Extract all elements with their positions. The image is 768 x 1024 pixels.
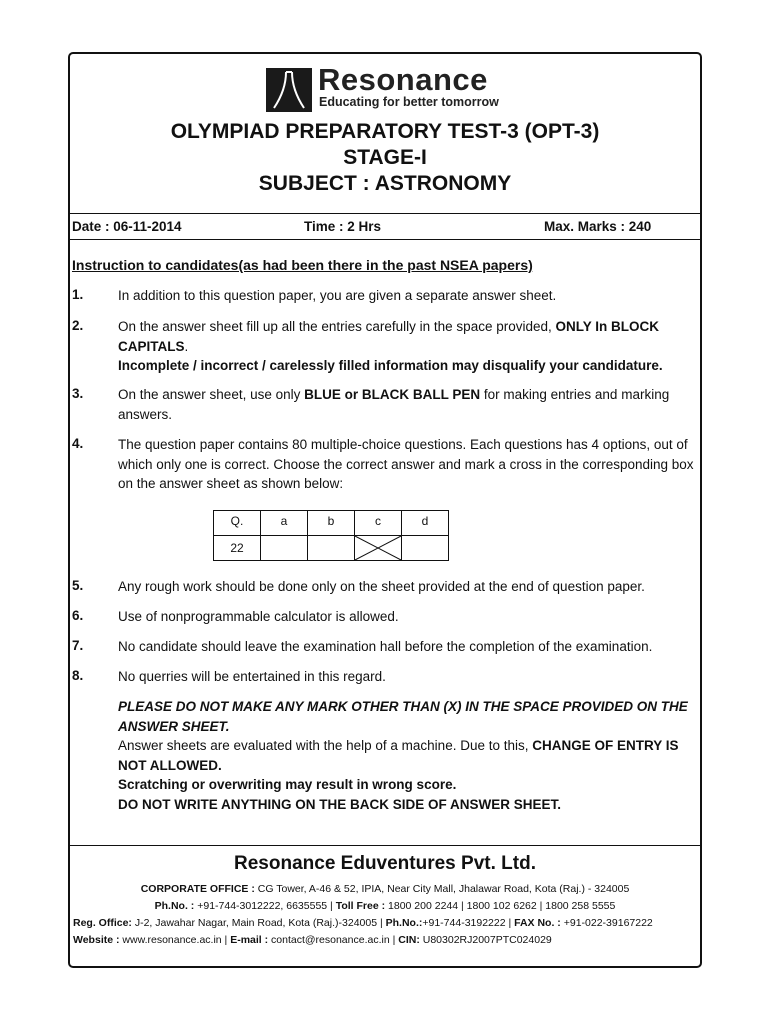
instructions-heading: Instruction to candidates(as had been there in the past NSEA papers) <box>72 257 533 273</box>
divider-footer <box>70 845 700 846</box>
resonance-logo <box>266 62 522 112</box>
table-question-number: 22 <box>214 536 261 561</box>
table-header-q: Q. <box>214 511 261 536</box>
phone-numbers: Ph.No. : +91-744-3012222, 6635555 | Toll Free : 1800 200 2244 | 1800 102 6262 | 1800 258 5555 <box>154 900 616 912</box>
instruction-number: 6. <box>72 608 84 623</box>
logo-tagline: Educating for better tomorrow <box>319 95 499 109</box>
table-cell-a <box>261 536 308 561</box>
instruction-1: In addition to this question paper, you are given a separate answer sheet. <box>118 288 557 303</box>
instruction-number: 1. <box>72 287 84 302</box>
cross-mark-icon <box>355 536 401 560</box>
email-link[interactable]: contact@resonance.ac.in | <box>271 934 399 946</box>
instruction-5: Any rough work should be done only on the sheet provided at the end of question paper. <box>118 579 645 594</box>
instruction-2: On the answer sheet fill up all the entries carefully in the space provided, ONLY In BLOCK CAPITALS. Incomplete / incorrect / carelessly filled information may disqualify your candidature. <box>118 319 663 373</box>
table-header-c: c <box>355 511 402 536</box>
exam-date: Date : 06-11-2014 <box>72 219 182 234</box>
corporate-office: CORPORATE OFFICE : CG Tower, A-46 & 52, IPIA, Near City Mall, Jhalawar Road, Kota (Raj.) - 324005 <box>140 883 630 895</box>
sample-answer-table <box>213 510 449 561</box>
contact-details: Website : www.resonance.ac.in | E-mail : contact@resonance.ac.in | CIN: U80302RJ2007PTC024029 <box>73 934 552 946</box>
divider-meta <box>70 239 700 240</box>
table-header-d: d <box>402 511 449 536</box>
company-name: Resonance Eduventures Pvt. Ltd. <box>234 853 536 874</box>
test-stage: STAGE-I <box>343 146 427 169</box>
instruction-6: Use of nonprogrammable calculator is allowed. <box>118 609 399 624</box>
resonance-logo-icon <box>266 68 312 112</box>
table-cell-b <box>308 536 355 561</box>
instruction-number: 5. <box>72 578 84 593</box>
instruction-number: 2. <box>72 318 84 333</box>
website-link[interactable]: www.resonance.ac.in | <box>122 934 231 946</box>
instruction-number: 8. <box>72 668 84 683</box>
instruction-8: No querries will be entertained in this regard. <box>118 669 386 684</box>
table-header-a: a <box>261 511 308 536</box>
instruction-3: On the answer sheet, use only BLUE or BLACK BALL PEN for making entries and marking answers. <box>118 387 670 422</box>
test-subject: SUBJECT : ASTRONOMY <box>258 172 512 195</box>
instruction-number: 3. <box>72 386 84 401</box>
divider-top <box>70 213 700 214</box>
exam-time: Time : 2 Hrs <box>304 219 382 234</box>
answer-sheet-notice: PLEASE DO NOT MAKE ANY MARK OTHER THAN (X) IN THE SPACE PROVIDED ON THE ANSWER SHEET. Answer sheets are evaluated with the help of a machine. Due to this, CHANGE OF ENTRY IS NOT ALLOWED. Scratching or overwriting may result in wrong score. DO NOT WRITE ANYTHING ON THE BACK SIDE OF ANSWER SHEET. <box>118 699 688 812</box>
table-cell-d <box>402 536 449 561</box>
table-cell-c-marked <box>355 536 402 561</box>
registered-office: Reg. Office: J-2, Jawahar Nagar, Main Road, Kota (Raj.)-324005 | Ph.No.:+91-744-3192222 | FAX No. : +91-022-39167222 <box>73 917 653 929</box>
instruction-number: 7. <box>72 638 84 653</box>
table-header-b: b <box>308 511 355 536</box>
instruction-4: The question paper contains 80 multiple-choice questions. Each questions has 4 options, out of which only one is correct. Choose the correct answer and mark a cross in the corresponding box on the answer sheet as shown below: <box>118 437 694 491</box>
max-marks: Max. Marks : 240 <box>544 219 652 234</box>
instruction-number: 4. <box>72 436 84 451</box>
logo-name: Resonance <box>318 62 488 97</box>
test-title: OLYMPIAD PREPARATORY TEST-3 (OPT-3) <box>170 120 600 143</box>
instruction-7: No candidate should leave the examination hall before the completion of the examination. <box>118 639 653 654</box>
